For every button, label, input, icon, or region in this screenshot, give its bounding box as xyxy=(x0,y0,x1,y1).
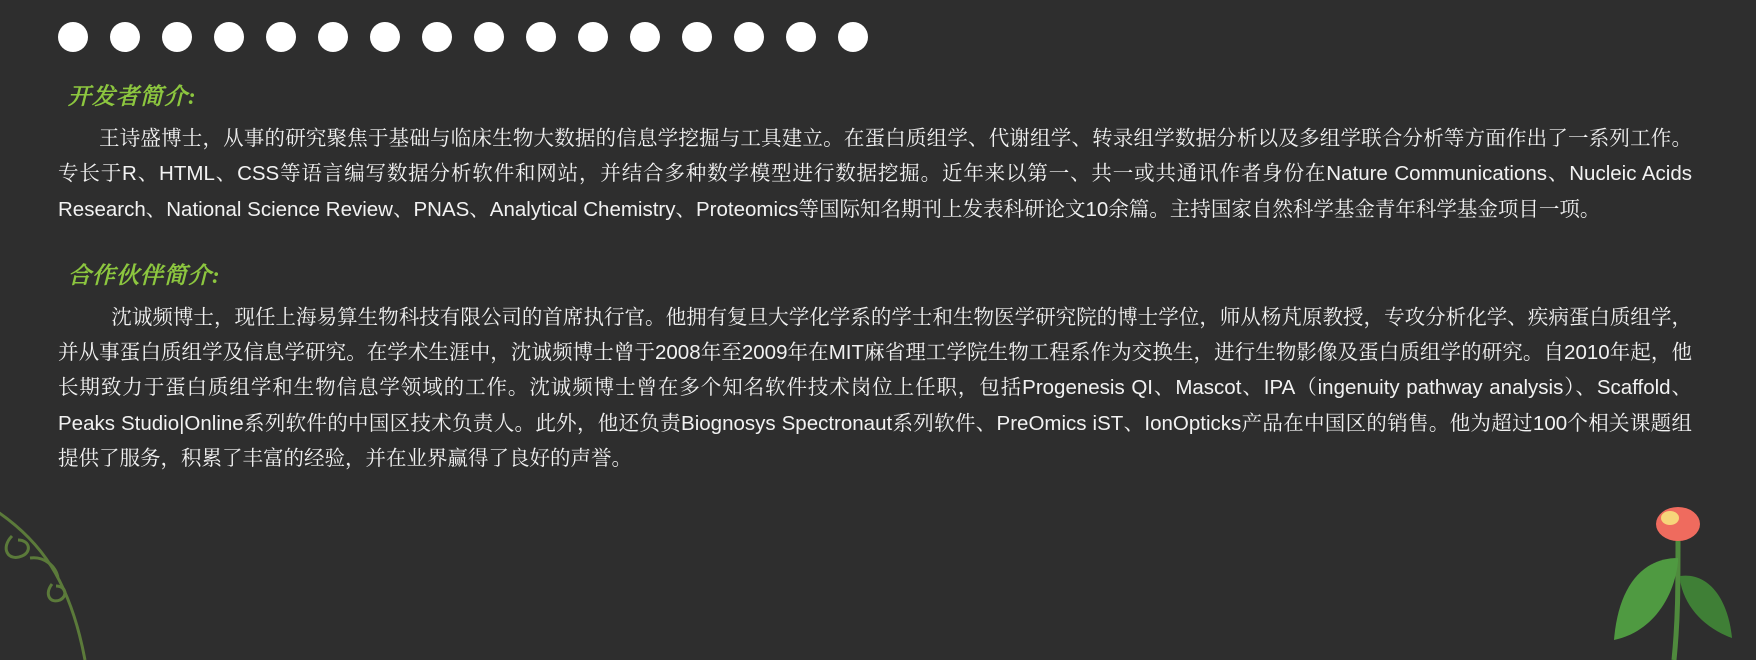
vine-decoration-icon xyxy=(0,500,150,660)
developer-profile-heading: 开发者简介: xyxy=(68,84,197,109)
dot-icon xyxy=(838,22,868,52)
decorative-dot-row xyxy=(58,22,868,52)
dot-icon xyxy=(630,22,660,52)
dot-icon xyxy=(266,22,296,52)
dot-icon xyxy=(474,22,504,52)
slide-content xyxy=(58,78,1698,476)
partner-profile-paragraph: 沈诚频博士，现任上海易算生物科技有限公司的首席执行官。他拥有复旦大学化学系的学士和生物医学研究院的博士学位，师从杨芃原教授，专攻分析化学、疾病蛋白质组学，并从事蛋白质组学及信息学研究。在学术生涯中，沈诚频博士曾于2008年至2009年在MIT麻省理工学院生物工程系作为交换生，进行生物影像及蛋白质组学的研究。自2010年起，他长期致力于蛋白质组学和生物信息学领域的工作。沈诚频博士曾在多个知名软件技术岗位上任职，包括Progenesis QI、Mascot、IPA（ingenuity pathway analysis）、Scaffold、Peaks Studio|Online系列软件的中国区技术负责人。此外，他还负责Biognosys Spectronaut系列软件、PreOmics iST、IonOpticks产品在中国区的销售。他为超过100个相关课题组提供了服务，积累了丰富的经验，并在业界赢得了良好的声誉。 xyxy=(58,305,1692,470)
dot-icon xyxy=(578,22,608,52)
partner-profile-heading: 合作伙伴简介: xyxy=(68,262,221,288)
dot-icon xyxy=(110,22,140,52)
dot-icon xyxy=(370,22,400,52)
dot-icon xyxy=(734,22,764,52)
dot-icon xyxy=(682,22,712,52)
dot-icon xyxy=(526,22,556,52)
dot-icon xyxy=(422,22,452,52)
dot-icon xyxy=(318,22,348,52)
dot-icon xyxy=(214,22,244,52)
dot-icon xyxy=(786,22,816,52)
dot-icon xyxy=(58,22,88,52)
developer-profile-paragraph: 王诗盛博士，从事的研究聚焦于基础与临床生物大数据的信息学挖掘与工具建立。在蛋白质组学、代谢组学、转录组学数据分析以及多组学联合分析等方面作出了一系列工作。专长于R、HTML、CSS等语言编写数据分析软件和网站，并结合多种数学模型进行数据挖掘。近年来以第一、共一或共通讯作者身份在Nature Communications、Nucleic Acids Research、National Science Review、PNAS、Analytical Chemistry、Proteomics等国际知名期刊上发表科研论文10余篇。主持国家自然科学基金青年科学基金项目一项。 xyxy=(58,127,1692,221)
flower-decoration-icon xyxy=(1600,480,1750,660)
dot-icon xyxy=(162,22,192,52)
